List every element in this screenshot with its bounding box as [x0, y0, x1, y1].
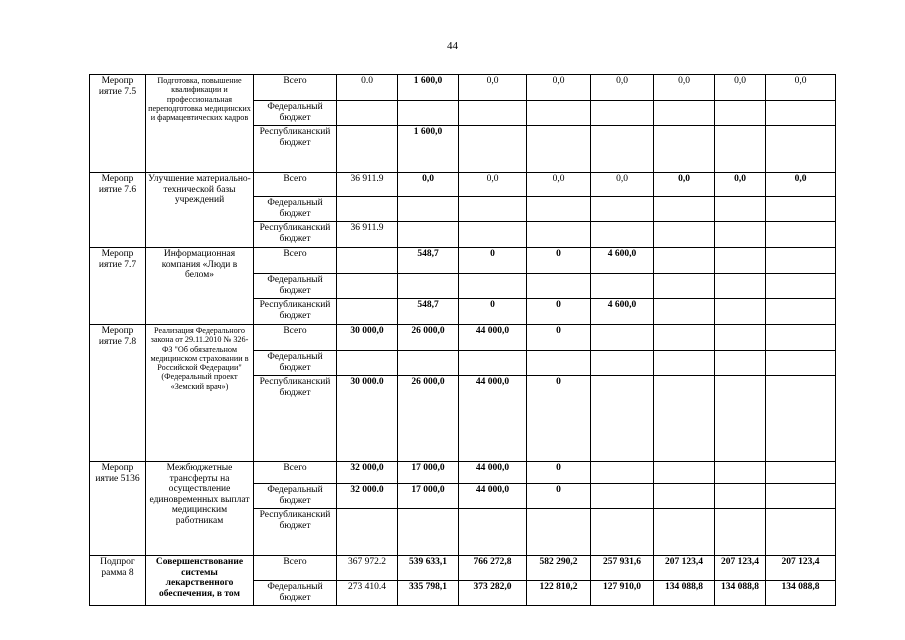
value-cell: [654, 509, 715, 556]
value-cell: [398, 101, 459, 126]
value-cell: [398, 197, 459, 222]
measure-id-cell: Меропр иятие 7.5: [90, 75, 146, 173]
value-cell: [766, 351, 836, 376]
measure-id-cell: Подпрог рамма 8: [90, 556, 146, 606]
value-cell: [591, 197, 654, 222]
value-cell: [715, 101, 766, 126]
funding-source-cell: Республиканский бюджет: [254, 509, 337, 556]
measure-id-cell: Меропр иятие 7.8: [90, 325, 146, 462]
value-cell: [591, 222, 654, 248]
value-cell: 539 633,1: [398, 556, 459, 581]
value-cell: 766 272,8: [459, 556, 527, 581]
funding-source-cell: Республиканский бюджет: [254, 222, 337, 248]
value-cell: 0: [527, 325, 591, 351]
value-cell: 548,7: [398, 299, 459, 325]
value-cell: [654, 101, 715, 126]
value-cell: [459, 351, 527, 376]
measure-id-cell: Меропр иятие 7.6: [90, 173, 146, 248]
funding-source-cell: Республиканский бюджет: [254, 299, 337, 325]
value-cell: 207 123,4: [766, 556, 836, 581]
value-cell: 257 931,6: [591, 556, 654, 581]
value-cell: [715, 222, 766, 248]
funding-source-cell: Всего: [254, 556, 337, 581]
value-cell: 548,7: [398, 248, 459, 274]
value-cell: [459, 126, 527, 173]
value-cell: 44 000,0: [459, 376, 527, 462]
value-cell: 207 123,4: [715, 556, 766, 581]
value-cell: [715, 462, 766, 484]
value-cell: 335 798,1: [398, 581, 459, 606]
value-cell: 30 000.0: [337, 376, 398, 462]
value-cell: [654, 325, 715, 351]
measure-name-cell: Совершенствование системы лекарственного обеспечения, в том: [146, 556, 254, 606]
value-cell: [527, 351, 591, 376]
value-cell: 0: [527, 462, 591, 484]
value-cell: [766, 325, 836, 351]
funding-source-cell: Республиканский бюджет: [254, 376, 337, 462]
measure-name-cell: Информационная компания «Люди в белом»: [146, 248, 254, 325]
value-cell: [654, 274, 715, 299]
value-cell: [715, 509, 766, 556]
funding-source-cell: Федеральный бюджет: [254, 484, 337, 509]
value-cell: [398, 351, 459, 376]
value-cell: [715, 299, 766, 325]
table-row: [90, 325, 836, 351]
value-cell: 26 000,0: [398, 325, 459, 351]
value-cell: [654, 376, 715, 462]
value-cell: [654, 248, 715, 274]
value-cell: [459, 197, 527, 222]
value-cell: 36 911.9: [337, 173, 398, 197]
measure-id-cell: Меропр иятие 7.7: [90, 248, 146, 325]
value-cell: [591, 126, 654, 173]
value-cell: [591, 351, 654, 376]
value-cell: [654, 351, 715, 376]
value-cell: 0,0: [527, 75, 591, 101]
value-cell: [337, 126, 398, 173]
value-cell: [591, 462, 654, 484]
value-cell: 273 410.4: [337, 581, 398, 606]
value-cell: [766, 274, 836, 299]
funding-source-cell: Всего: [254, 325, 337, 351]
value-cell: [527, 274, 591, 299]
value-cell: [654, 484, 715, 509]
value-cell: 373 282,0: [459, 581, 527, 606]
value-cell: [766, 484, 836, 509]
funding-source-cell: Федеральный бюджет: [254, 274, 337, 299]
value-cell: [459, 222, 527, 248]
value-cell: 582 290,2: [527, 556, 591, 581]
value-cell: [337, 197, 398, 222]
value-cell: 0,0: [766, 75, 836, 101]
value-cell: [766, 509, 836, 556]
value-cell: [654, 197, 715, 222]
value-cell: [459, 101, 527, 126]
value-cell: [715, 325, 766, 351]
funding-source-cell: Всего: [254, 248, 337, 274]
value-cell: 26 000,0: [398, 376, 459, 462]
value-cell: [527, 222, 591, 248]
value-cell: [527, 101, 591, 126]
value-cell: [715, 351, 766, 376]
value-cell: 0: [527, 376, 591, 462]
value-cell: [715, 197, 766, 222]
value-cell: [591, 325, 654, 351]
value-cell: [654, 462, 715, 484]
value-cell: 0,0: [766, 173, 836, 197]
value-cell: 0: [459, 299, 527, 325]
value-cell: 36 911.9: [337, 222, 398, 248]
value-cell: [527, 509, 591, 556]
value-cell: 44 000,0: [459, 462, 527, 484]
table-row: [90, 556, 836, 581]
value-cell: 0,0: [459, 75, 527, 101]
value-cell: 0: [527, 248, 591, 274]
funding-source-cell: Всего: [254, 173, 337, 197]
value-cell: [715, 274, 766, 299]
value-cell: 0,0: [715, 75, 766, 101]
value-cell: 1 600,0: [398, 75, 459, 101]
value-cell: [715, 484, 766, 509]
value-cell: [766, 376, 836, 462]
value-cell: [591, 274, 654, 299]
value-cell: 134 088,8: [654, 581, 715, 606]
funding-source-cell: Федеральный бюджет: [254, 351, 337, 376]
value-cell: 207 123,4: [654, 556, 715, 581]
value-cell: [654, 126, 715, 173]
value-cell: 0.0: [337, 75, 398, 101]
value-cell: 4 600,0: [591, 248, 654, 274]
table-row: [90, 75, 836, 101]
value-cell: 0,0: [654, 75, 715, 101]
value-cell: 0,0: [459, 173, 527, 197]
value-cell: 17 000,0: [398, 484, 459, 509]
funding-source-cell: Федеральный бюджет: [254, 101, 337, 126]
value-cell: 0,0: [654, 173, 715, 197]
value-cell: [398, 222, 459, 248]
measure-id-cell: Меропр иятие 5136: [90, 462, 146, 556]
value-cell: 0,0: [591, 75, 654, 101]
value-cell: 32 000.0: [337, 484, 398, 509]
measure-name-cell: Подготовка, повышение квалификации и профессиональная переподготовка медицинских и фармацевтических кадров: [146, 75, 254, 173]
value-cell: [766, 462, 836, 484]
value-cell: 17 000,0: [398, 462, 459, 484]
value-cell: [527, 197, 591, 222]
value-cell: [766, 248, 836, 274]
value-cell: [766, 299, 836, 325]
funding-source-cell: Всего: [254, 462, 337, 484]
value-cell: [337, 299, 398, 325]
value-cell: [715, 376, 766, 462]
funding-source-cell: Федеральный бюджет: [254, 197, 337, 222]
page-number: 44: [447, 40, 458, 52]
measure-name-cell: Межбюджетные трансферты на осуществление единовременных выплат медицинским работникам: [146, 462, 254, 556]
value-cell: [459, 509, 527, 556]
table-row: [90, 462, 836, 484]
value-cell: 0,0: [591, 173, 654, 197]
value-cell: [337, 274, 398, 299]
funding-source-cell: Республиканский бюджет: [254, 126, 337, 173]
value-cell: 32 000,0: [337, 462, 398, 484]
value-cell: 367 972.2: [337, 556, 398, 581]
funding-source-cell: Федеральный бюджет: [254, 581, 337, 606]
value-cell: 1 600,0: [398, 126, 459, 173]
value-cell: [398, 509, 459, 556]
value-cell: [654, 222, 715, 248]
value-cell: [337, 351, 398, 376]
value-cell: [766, 222, 836, 248]
value-cell: 4 600,0: [591, 299, 654, 325]
value-cell: [337, 509, 398, 556]
value-cell: [398, 274, 459, 299]
value-cell: [766, 197, 836, 222]
value-cell: [766, 126, 836, 173]
value-cell: [715, 126, 766, 173]
value-cell: [715, 248, 766, 274]
measure-name-cell: Улучшение материально-технической базы учреждений: [146, 173, 254, 248]
value-cell: [654, 299, 715, 325]
value-cell: 0,0: [527, 173, 591, 197]
value-cell: 0,0: [398, 173, 459, 197]
value-cell: [766, 101, 836, 126]
value-cell: 0: [459, 248, 527, 274]
value-cell: 44 000,0: [459, 325, 527, 351]
value-cell: 134 088,8: [766, 581, 836, 606]
measure-name-cell: Реализация Федерального закона от 29.11.2010 № 326-ФЗ "Об обязательном медицинском страховании в Российской Федерации" (Федеральный проект «Земский врач»): [146, 325, 254, 462]
value-cell: 122 810,2: [527, 581, 591, 606]
budget-table: [89, 74, 836, 606]
table-row: [90, 248, 836, 274]
table-row: [90, 173, 836, 197]
value-cell: 127 910,0: [591, 581, 654, 606]
value-cell: [337, 248, 398, 274]
value-cell: 44 000,0: [459, 484, 527, 509]
value-cell: 0: [527, 484, 591, 509]
value-cell: 134 088,8: [715, 581, 766, 606]
value-cell: [459, 274, 527, 299]
value-cell: [591, 484, 654, 509]
value-cell: 0,0: [715, 173, 766, 197]
value-cell: 30 000,0: [337, 325, 398, 351]
value-cell: 0: [527, 299, 591, 325]
value-cell: [337, 101, 398, 126]
value-cell: [591, 376, 654, 462]
value-cell: [591, 101, 654, 126]
value-cell: [591, 509, 654, 556]
funding-source-cell: Всего: [254, 75, 337, 101]
value-cell: [527, 126, 591, 173]
